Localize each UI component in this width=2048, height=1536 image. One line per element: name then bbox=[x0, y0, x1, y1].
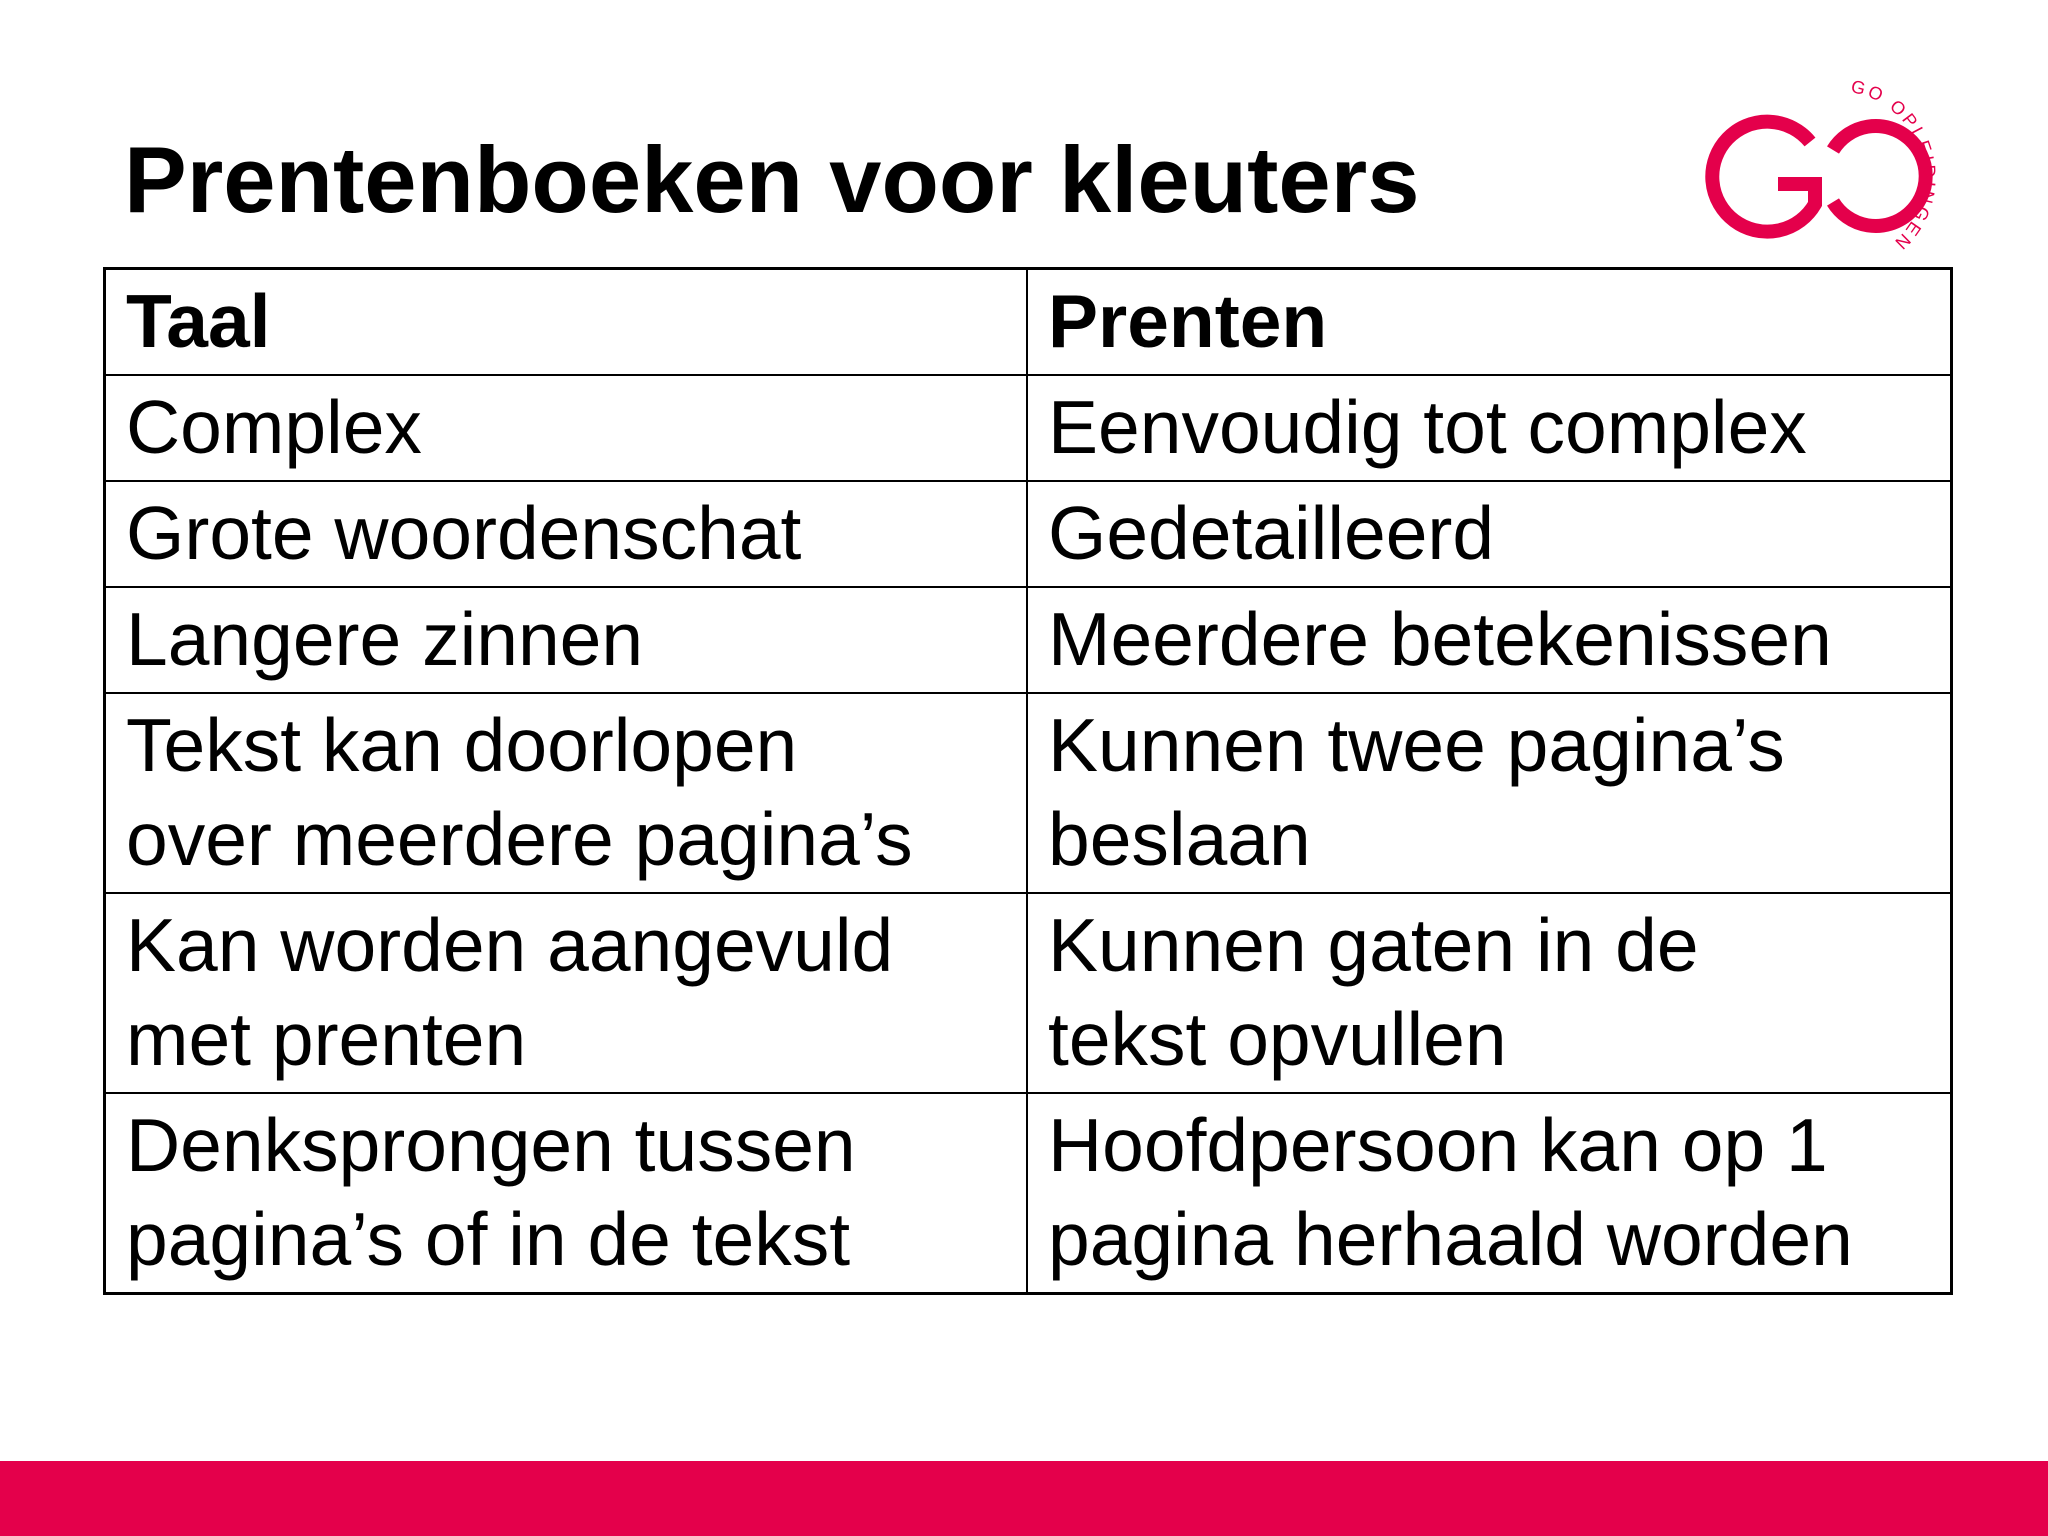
table-cell: Eenvoudig tot complex bbox=[1027, 375, 1951, 481]
footer-accent-bar bbox=[0, 1461, 2048, 1536]
table-cell: Complex bbox=[105, 375, 1027, 481]
table-row bbox=[105, 587, 1951, 693]
header-prenten: Prenten bbox=[1027, 269, 1951, 375]
table-cell: Tekst kan doorlopen over meerdere pagina’s bbox=[105, 693, 1027, 893]
header-taal: Taal bbox=[105, 269, 1027, 375]
table-header-row bbox=[105, 269, 1951, 375]
table-cell: Gedetailleerd bbox=[1027, 481, 1951, 587]
go-opleidingen-logo-icon bbox=[1690, 72, 1950, 272]
comparison-table bbox=[104, 268, 1952, 1294]
slide-title: Prentenboeken voor kleuters bbox=[124, 127, 1420, 232]
table-row bbox=[105, 893, 1951, 1093]
logo-text: GO OPLEIDINGEN bbox=[1849, 76, 1940, 256]
table-cell: Langere zinnen bbox=[105, 587, 1027, 693]
table-row bbox=[105, 375, 1951, 481]
table-cell: Grote woordenschat bbox=[105, 481, 1027, 587]
table-row bbox=[105, 1093, 1951, 1293]
table-row bbox=[105, 693, 1951, 893]
table-cell: Hoofdpersoon kan op 1 pagina herhaald worden bbox=[1027, 1093, 1951, 1293]
table-row bbox=[105, 481, 1951, 587]
table-cell: Meerdere betekenissen bbox=[1027, 587, 1951, 693]
table-cell: Kunnen twee pagina’s beslaan bbox=[1027, 693, 1951, 893]
table-cell: Kan worden aangevuld met prenten bbox=[105, 893, 1027, 1093]
table-cell: Kunnen gaten in de tekst opvullen bbox=[1027, 893, 1951, 1093]
table-cell: Denksprongen tussen pagina’s of in de tekst bbox=[105, 1093, 1027, 1293]
